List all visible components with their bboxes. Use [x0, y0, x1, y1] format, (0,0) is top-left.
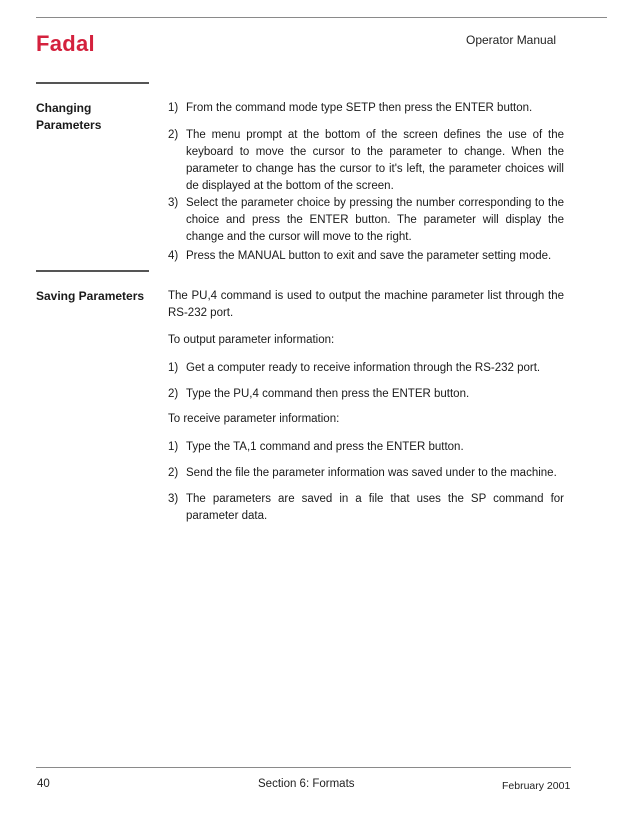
- list-item-number: 4): [168, 250, 179, 262]
- list-item-text: Send the file the parameter information was saved under to the machine.: [186, 467, 557, 479]
- fadal-logo: Fadal: [36, 31, 95, 56]
- section-title-line: Changing: [36, 101, 92, 115]
- list-item-number: 1): [168, 441, 179, 453]
- list-item-text: The parameters are saved in a file that uses the SP command for parameter data.: [186, 493, 564, 522]
- list-item-number: 3): [168, 197, 179, 209]
- list-item: [168, 465, 564, 482]
- list-item: [168, 439, 564, 456]
- footer-date: February 2001: [502, 780, 571, 792]
- list-item-text: Select the parameter choice by pressing the number corresponding to the choice and press the ENTER button. The parameter will display the change and the cursor will move to the right.: [186, 197, 564, 243]
- list-item: [168, 127, 564, 195]
- output-heading: To output parameter information:: [168, 334, 335, 346]
- list-item-number: 2): [168, 467, 179, 479]
- list-item-text: From the command mode type SETP then press the ENTER button.: [186, 102, 533, 114]
- list-item-text: Type the TA,1 command and press the ENTER button.: [186, 441, 464, 453]
- list-item-number: 1): [168, 362, 179, 374]
- list-item: [168, 195, 564, 246]
- page-number: 40: [37, 778, 50, 790]
- footer-rule: [36, 767, 571, 768]
- header-rule: [36, 17, 607, 18]
- footer-section-label: Section 6: Formats: [258, 778, 355, 790]
- list-item-text: Get a computer ready to receive information through the RS-232 port.: [186, 362, 541, 374]
- list-item-text: Press the MANUAL button to exit and save the parameter setting mode.: [186, 250, 552, 262]
- section-rule-changing: [36, 82, 149, 84]
- section-rule-saving: [36, 270, 149, 272]
- manual-title: Operator Manual: [466, 33, 557, 47]
- list-item-text: The menu prompt at the bottom of the screen defines the use of the keyboard to move the cursor to the parameter to change. When the parameter to change has the cursor to it's left, the parameter choices will de displayed at the bottom of the screen.: [186, 129, 564, 192]
- receive-heading: To receive parameter information:: [168, 413, 340, 425]
- list-item-number: 2): [168, 388, 179, 400]
- list-item: [168, 491, 564, 525]
- list-item: [168, 360, 564, 377]
- section-title-changing-parameters: [36, 100, 101, 134]
- list-item: [168, 100, 564, 117]
- section-title-saving-parameters: Saving Parameters: [36, 289, 145, 303]
- list-item-number: 3): [168, 493, 179, 505]
- list-item-text: Type the PU,4 command then press the ENTER button.: [186, 388, 470, 400]
- section-intro: The PU,4 command is used to output the machine parameter list through the RS-232 port.: [168, 290, 564, 319]
- section-title-line: Parameters: [36, 118, 102, 132]
- list-item-number: 1): [168, 102, 179, 114]
- list-item: [168, 248, 564, 265]
- list-item: [168, 386, 564, 403]
- list-item-number: 2): [168, 129, 179, 141]
